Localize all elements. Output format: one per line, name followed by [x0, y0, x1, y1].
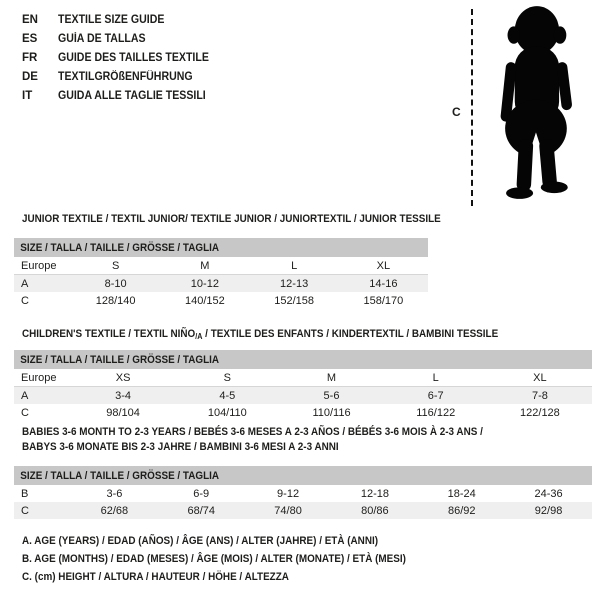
height-cell: 152/158	[274, 294, 314, 307]
size-col-header: XL	[376, 259, 391, 272]
table-row-europe	[14, 257, 428, 275]
children-title-pre: CHILDREN'S TEXTILE / TEXTIL NIÑO	[22, 328, 196, 340]
age-cell: 4-5	[219, 389, 236, 402]
height-cell: 98/104	[106, 406, 140, 419]
lang-title: TEXTILGRÖßENFÜHRUNG	[58, 70, 193, 83]
height-cell: 158/170	[363, 294, 404, 307]
junior-size-table	[14, 238, 428, 309]
lang-code: DE	[22, 70, 38, 83]
size-header-bar	[14, 238, 428, 257]
age-cell: 18-24	[447, 487, 476, 500]
lang-row-es	[22, 29, 222, 48]
lang-title: GUIDA ALLE TAGLIE TESSILI	[58, 89, 206, 102]
height-cell: 122/128	[520, 406, 560, 419]
lang-row-en	[22, 10, 222, 29]
row-label: C	[21, 504, 29, 517]
height-cell: 110/116	[312, 406, 351, 419]
height-cell: 128/140	[95, 294, 136, 307]
age-cell: 6-7	[427, 389, 444, 402]
legend	[22, 535, 449, 589]
lang-code: FR	[22, 51, 38, 64]
row-label: C	[21, 294, 29, 307]
age-cell: 9-12	[277, 487, 300, 500]
table-row-height	[14, 292, 428, 309]
height-cell: 116/122	[416, 406, 456, 419]
babies-size-table	[14, 466, 592, 519]
size-col-header: S	[111, 259, 120, 272]
legend-line-a: A. AGE (YEARS) / EDAD (AÑOS) / ÂGE (ANS) / ALTER (JAHRE) / ETÀ (ANNI)	[22, 535, 379, 547]
children-title-post: / TEXTILE DES ENFANTS / KINDERTEXTIL / BAMBINI TESSILE	[202, 328, 499, 340]
junior-section-title: JUNIOR TEXTILE / TEXTIL JUNIOR/ TEXTILE JUNIOR / JUNIORTEXTIL / JUNIOR TESSILE	[22, 213, 441, 225]
size-col-header: XL	[533, 371, 547, 384]
size-header-label: SIZE / TALLA / TAILLE / GRÖSSE / TAGLIA	[20, 353, 220, 366]
table-row-height	[14, 502, 592, 519]
standing-toddler-silhouette-icon	[482, 3, 588, 203]
age-cell: 12-18	[360, 487, 389, 500]
height-cell: 104/110	[207, 406, 247, 419]
table-row-europe	[14, 369, 592, 387]
age-cell: 8-10	[104, 277, 127, 290]
age-cell: 10-12	[190, 277, 219, 290]
height-cell: 62/68	[100, 504, 129, 517]
size-header-label: SIZE / TALLA / TAILLE / GRÖSSE / TAGLIA	[20, 469, 220, 482]
babies-title-line2: BABYS 3-6 MONATE BIS 2-3 JAHRE / BAMBINI 3-6 MESI A 2-3 ANNI	[22, 441, 339, 453]
legend-line-c: C. (cm) HEIGHT / ALTURA / HAUTEUR / HÖHE / ALTEZZA	[22, 571, 289, 583]
size-col-header: M	[200, 259, 210, 272]
row-label: A	[21, 389, 29, 402]
lang-code: EN	[22, 13, 38, 26]
size-header-label: SIZE / TALLA / TAILLE / GRÖSSE / TAGLIA	[20, 241, 220, 254]
height-dashed-line	[471, 9, 473, 206]
age-cell: 5-6	[323, 389, 340, 402]
table-row-age-months	[14, 485, 592, 502]
size-col-header: XS	[115, 371, 131, 384]
lang-row-it	[22, 86, 222, 105]
row-label: C	[21, 406, 29, 419]
lang-title: TEXTILE SIZE GUIDE	[58, 13, 165, 26]
age-cell: 7-8	[531, 389, 548, 402]
lang-code: IT	[22, 89, 33, 102]
language-list	[22, 10, 222, 105]
height-cell: 140/152	[184, 294, 225, 307]
age-cell: 12-13	[280, 277, 309, 290]
size-col-header: L	[432, 371, 439, 384]
children-size-table	[14, 350, 592, 421]
row-label: Europe	[21, 371, 57, 384]
age-cell: 24-36	[534, 487, 563, 500]
lang-title: GUIDE DES TAILLES TEXTILE	[58, 51, 209, 64]
age-cell: 14-16	[369, 277, 398, 290]
size-col-header: L	[291, 259, 298, 272]
lang-row-de	[22, 67, 222, 86]
lang-code: ES	[22, 32, 38, 45]
height-cell: 68/74	[187, 504, 215, 517]
size-header-bar	[14, 350, 592, 369]
size-col-header: M	[326, 371, 337, 384]
age-cell: 3-4	[115, 389, 132, 402]
row-label: A	[21, 277, 29, 290]
children-title-subscript: /A	[195, 332, 203, 341]
legend-line-b: B. AGE (MONTHS) / EDAD (MESES) / ÂGE (MOIS) / ALTER (MONATE) / ETÀ (MESI)	[22, 553, 406, 565]
height-label-c: C	[452, 105, 461, 119]
height-cell: 80/86	[361, 504, 389, 517]
lang-row-fr	[22, 48, 222, 67]
table-row-age	[14, 275, 428, 292]
row-label: Europe	[21, 259, 57, 272]
lang-title: GUÍA DE TALLAS	[58, 32, 146, 45]
row-label: B	[21, 487, 29, 500]
size-header-bar	[14, 466, 592, 485]
age-cell: 6-9	[193, 487, 210, 500]
height-cell: 86/92	[447, 504, 476, 517]
babies-section-title	[22, 425, 483, 455]
babies-title-line1: BABIES 3-6 MONTH TO 2-3 YEARS / BEBÉS 3-6 MESES A 2-3 AÑOS / BÉBÉS 3-6 MOIS À 2-3 ANS /	[22, 426, 483, 438]
table-row-height	[14, 404, 592, 421]
table-row-age	[14, 387, 592, 404]
children-section-title	[22, 327, 498, 344]
height-cell: 74/80	[274, 504, 302, 517]
height-cell: 92/98	[534, 504, 563, 517]
size-col-header: S	[223, 371, 231, 384]
age-cell: 3-6	[106, 487, 123, 500]
